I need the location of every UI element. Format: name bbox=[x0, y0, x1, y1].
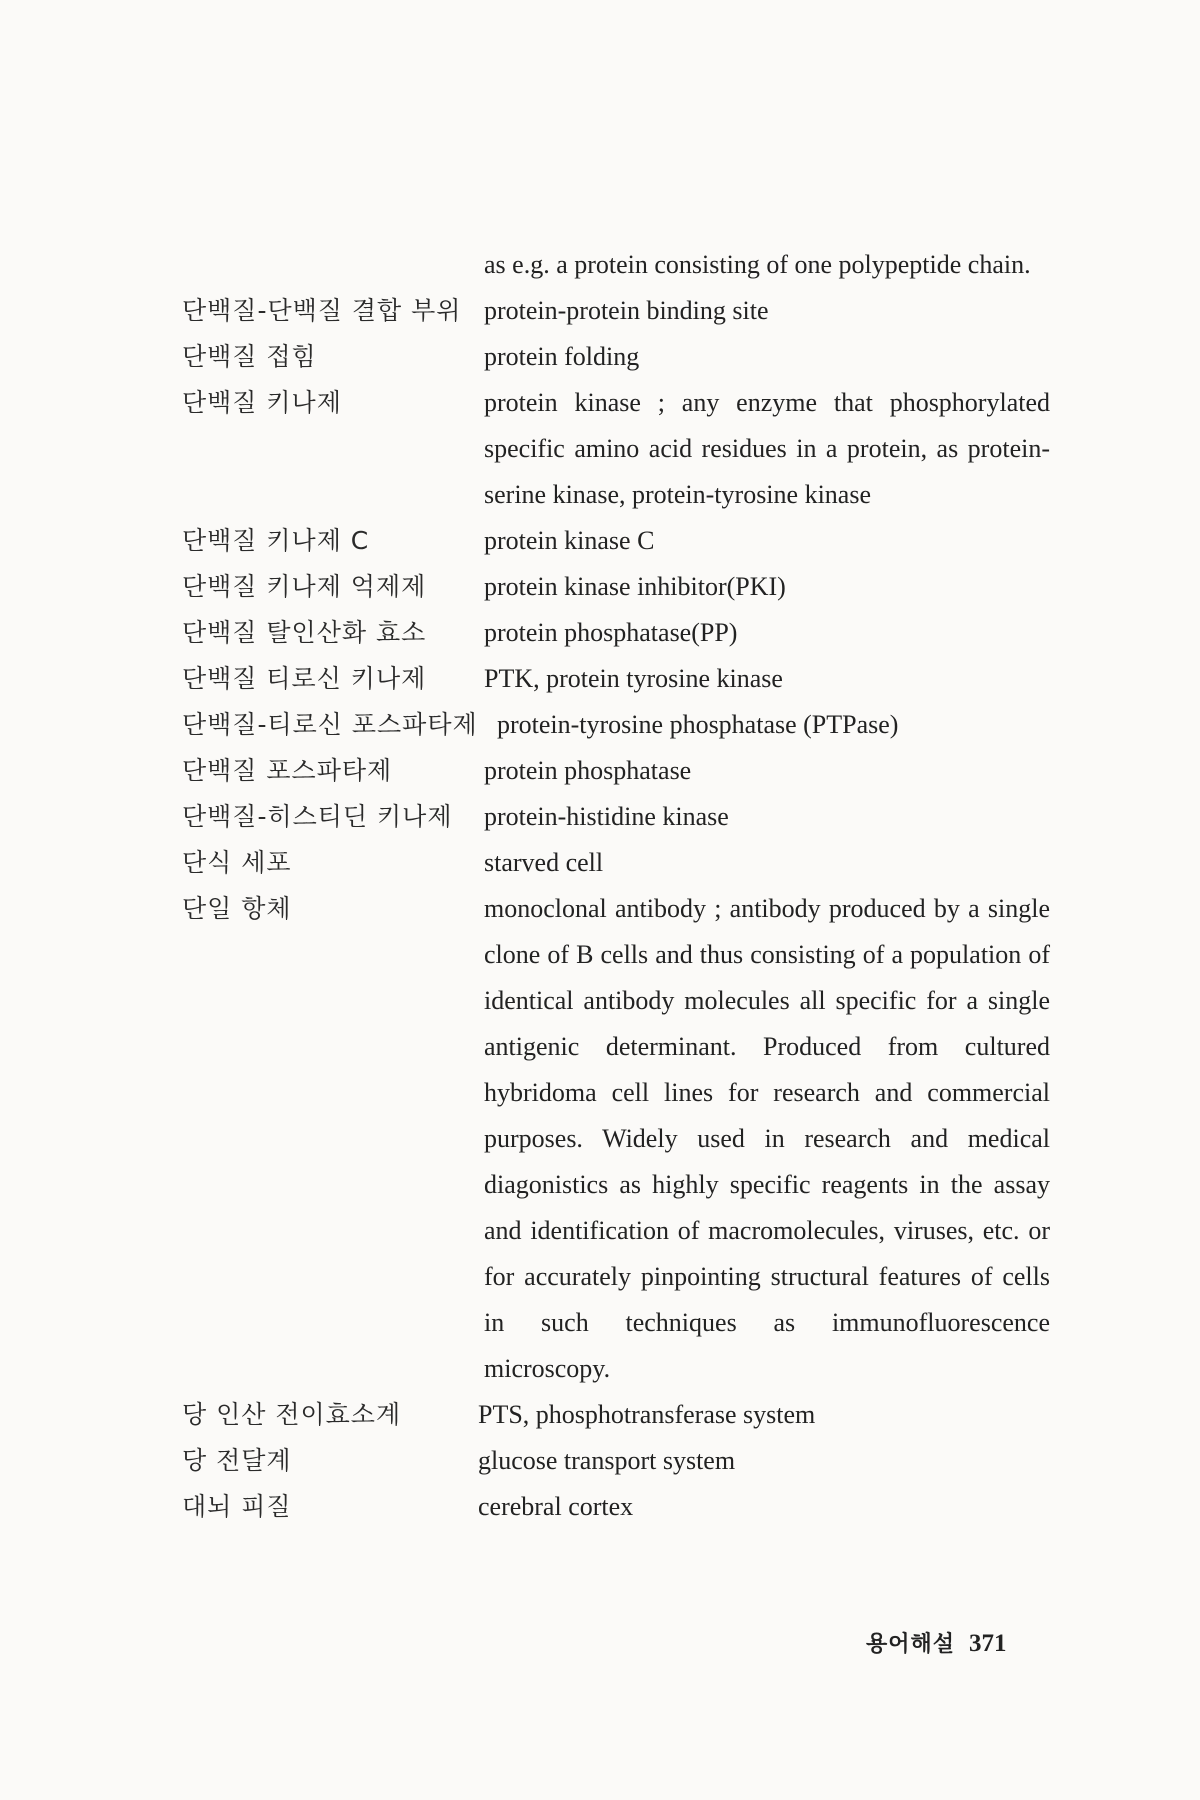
korean-term: 대뇌 피질 bbox=[182, 1492, 292, 1521]
english-definition: monoclonal antibody ; antibody produced by a single clone of B cells and thus consisting of a population of identical antibody molecules all specific for a single antigenic determinant. Produced from cultured hybridoma cell lines for research and commercial purposes. Widely used in research and medical diagonistics as highly specific reagents in the assay and identification of macromolecules, viruses, etc. or for accurately pinpointing structural features of cells in such techniques as immunofluorescence microscopy. bbox=[484, 894, 1050, 1383]
korean-term: 단백질 티로신 키나제 bbox=[182, 664, 427, 693]
english-definition: protein kinase ; any enzyme that phosphorylated specific amino acid residues in a protein, as protein-serine kinase, protein-tyrosine kinase bbox=[484, 388, 1050, 509]
korean-term: 단식 세포 bbox=[182, 848, 292, 877]
english-definition: protein-protein binding site bbox=[484, 296, 769, 325]
korean-term: 당 전달계 bbox=[182, 1446, 292, 1475]
glossary-entry bbox=[0, 794, 1200, 840]
glossary-entry bbox=[0, 748, 1200, 794]
glossary-entry bbox=[0, 1438, 1200, 1484]
korean-term: 당 인산 전이효소계 bbox=[182, 1400, 402, 1429]
english-definition: PTK, protein tyrosine kinase bbox=[484, 664, 783, 693]
english-definition: protein-tyrosine phosphatase (PTPase) bbox=[497, 710, 899, 739]
glossary-entry bbox=[0, 702, 1200, 748]
glossary-entry bbox=[0, 610, 1200, 656]
english-definition: PTS, phosphotransferase system bbox=[478, 1400, 816, 1429]
page-number: 371 bbox=[969, 1630, 1007, 1657]
english-definition: protein kinase C bbox=[484, 526, 655, 555]
glossary-entry bbox=[0, 840, 1200, 886]
glossary-entry bbox=[0, 518, 1200, 564]
glossary-entry bbox=[0, 1484, 1200, 1530]
english-definition: protein phosphatase(PP) bbox=[484, 618, 738, 647]
glossary-entry bbox=[0, 656, 1200, 702]
glossary-entry bbox=[0, 1392, 1200, 1438]
korean-term: 단백질 키나제 C bbox=[182, 526, 370, 555]
glossary-entries bbox=[0, 242, 1200, 1530]
korean-term: 단백질 접힘 bbox=[182, 342, 317, 371]
korean-term: 단백질 키나제 bbox=[182, 388, 342, 417]
korean-term: 단백질-히스티딘 키나제 bbox=[182, 802, 453, 831]
korean-term: 단백질-단백질 결합 부위 bbox=[182, 296, 462, 325]
english-definition: protein folding bbox=[484, 342, 640, 371]
korean-term: 단백질 포스파타제 bbox=[182, 756, 393, 785]
english-definition: cerebral cortex bbox=[478, 1492, 634, 1521]
korean-term: 단백질 탈인산화 효소 bbox=[182, 618, 427, 647]
english-definition: protein phosphatase bbox=[484, 756, 692, 785]
glossary-entry bbox=[0, 380, 1200, 518]
page-footer bbox=[866, 1627, 1007, 1658]
glossary-entry bbox=[0, 886, 1200, 1392]
glossary-entry bbox=[0, 242, 1200, 288]
glossary-entry bbox=[0, 288, 1200, 334]
english-definition: as e.g. a protein consisting of one polypeptide chain. bbox=[484, 250, 1031, 279]
english-definition: glucose transport system bbox=[478, 1446, 736, 1475]
korean-term: 단백질 키나제 억제제 bbox=[182, 572, 427, 601]
glossary-entry bbox=[0, 564, 1200, 610]
english-definition: starved cell bbox=[484, 848, 604, 877]
english-definition: protein-histidine kinase bbox=[484, 802, 729, 831]
korean-term: 단일 항체 bbox=[182, 894, 292, 923]
glossary-entry bbox=[0, 334, 1200, 380]
english-definition: protein kinase inhibitor(PKI) bbox=[484, 572, 786, 601]
korean-term: 단백질-티로신 포스파타제 bbox=[182, 710, 478, 739]
section-title: 용어해설 bbox=[866, 1632, 956, 1657]
